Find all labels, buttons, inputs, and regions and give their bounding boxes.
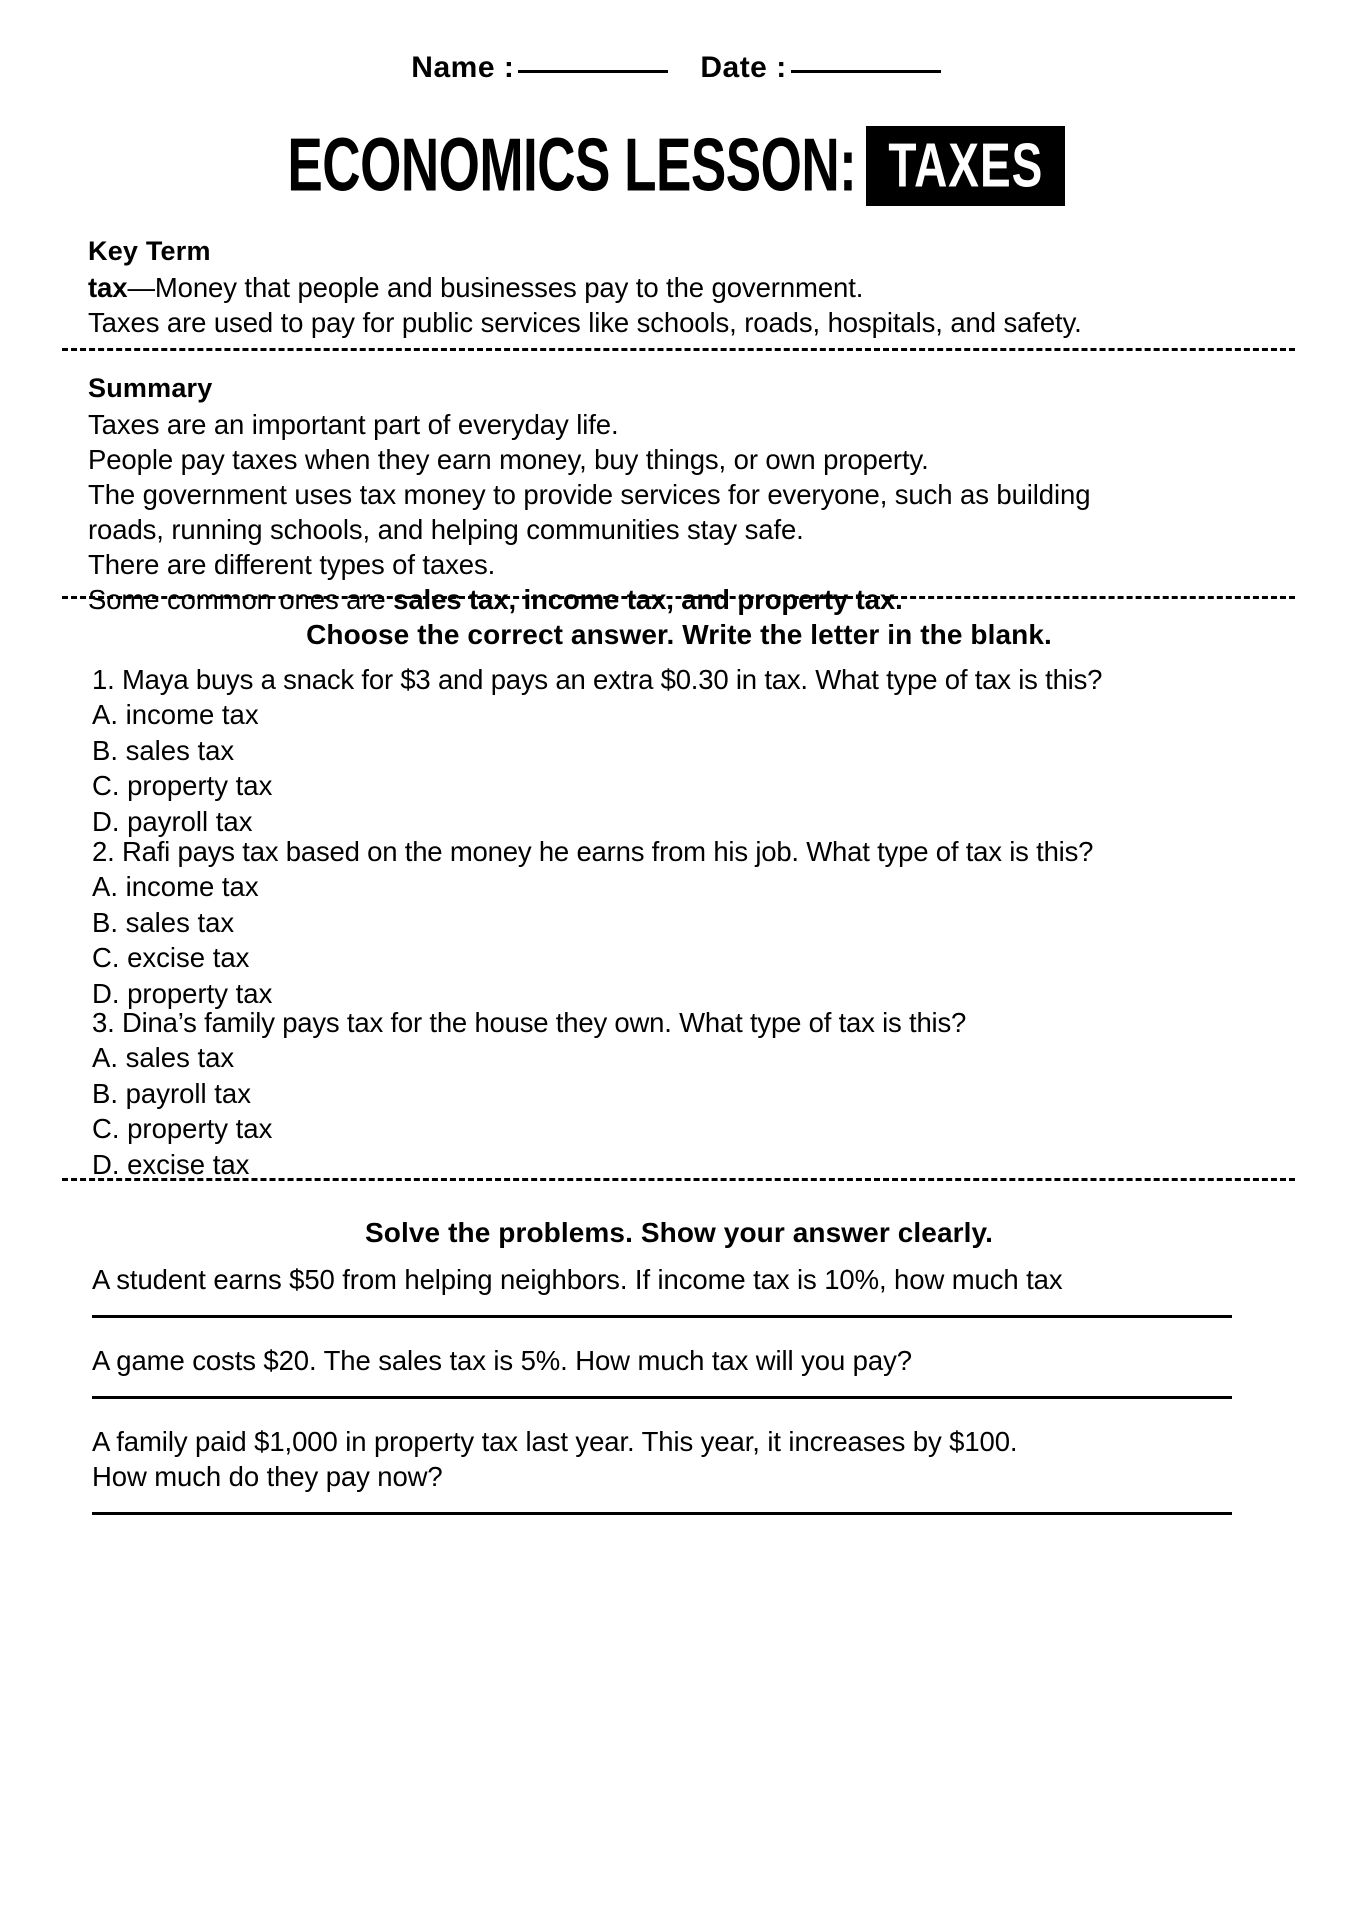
name-date-header	[0, 48, 1358, 85]
summary-line: People pay taxes when they earn money, buy things, or own property.	[88, 444, 929, 475]
question-prompt: 2. Rafi pays tax based on the money he earns from his job. What type of tax is this?	[92, 836, 1094, 867]
answer-line[interactable]	[92, 1512, 1232, 1515]
key-term-definition-line	[88, 270, 1273, 305]
question-option[interactable]: B. sales tax	[92, 906, 235, 938]
summary-line: roads, running schools, and helping communities stay safe.	[88, 514, 804, 545]
key-term-heading: Key Term	[88, 236, 211, 266]
question-option[interactable]: D. property tax	[92, 977, 273, 1009]
date-blank-field[interactable]	[791, 48, 941, 73]
worksheet-title	[0, 123, 1358, 209]
divider-1	[62, 348, 1295, 351]
word-problems-instruction: Solve the problems. Show your answer clearly.	[365, 1217, 993, 1248]
date-label: Date :	[700, 51, 787, 84]
answer-line[interactable]	[92, 1315, 1232, 1318]
question-option[interactable]: D. payroll tax	[92, 805, 253, 837]
word-problem-3	[92, 1424, 1242, 1515]
summary-tax-types: sales tax, income tax, and property tax.	[393, 584, 903, 615]
word-problem-2	[92, 1343, 1242, 1399]
question-option[interactable]: B. sales tax	[92, 734, 235, 766]
answer-line[interactable]	[92, 1396, 1232, 1399]
summary-final-line	[88, 582, 1273, 617]
summary-final-prefix: Some common ones are	[88, 584, 394, 615]
word-problem-text: A family paid $1,000 in property tax last year. This year, it increases by $100.	[92, 1426, 1018, 1457]
summary-line: The government uses tax money to provide services for everyone, such as building	[88, 479, 1091, 510]
title-badge-text: TAXES	[888, 129, 1044, 201]
summary-heading: Summary	[88, 373, 213, 403]
question-option[interactable]: B. payroll tax	[92, 1077, 251, 1109]
question-option[interactable]: D. excise tax	[92, 1148, 250, 1180]
name-label: Name :	[411, 51, 515, 84]
question-option[interactable]: C. property tax	[92, 1113, 273, 1144]
summary-line: There are different types of taxes.	[88, 549, 496, 580]
key-term-word: tax	[88, 272, 128, 303]
word-problem-text: A student earns $50 from helping neighbors. If income tax is 10%, how much tax	[92, 1264, 1063, 1295]
summary-line: Taxes are an important part of everyday life.	[88, 409, 619, 440]
title-main-text: ECONOMICS LESSON:	[287, 123, 856, 209]
question-option[interactable]: A. income tax	[92, 871, 259, 902]
key-term-section	[88, 236, 1273, 340]
name-blank-field[interactable]	[518, 48, 668, 73]
question-2	[92, 834, 1282, 1011]
question-3	[92, 1005, 1282, 1182]
question-prompt: 3. Dina’s family pays tax for the house they own. What type of tax is this?	[92, 1007, 967, 1038]
word-problem-1	[92, 1262, 1242, 1318]
question-option[interactable]: C. excise tax	[92, 942, 250, 973]
question-prompt: 1. Maya buys a snack for $3 and pays an extra $0.30 in tax. What type of tax is this?	[92, 664, 1103, 695]
summary-section	[88, 373, 1273, 617]
question-option[interactable]: A. sales tax	[92, 1042, 235, 1073]
word-problem-text: A game costs $20. The sales tax is 5%. How much tax will you pay?	[92, 1345, 912, 1376]
title-badge	[866, 126, 1065, 206]
multiple-choice-instruction: Choose the correct answer. Write the letter in the blank.	[306, 619, 1052, 650]
question-option[interactable]: A. income tax	[92, 699, 259, 730]
question-1	[92, 662, 1282, 839]
question-option[interactable]: C. property tax	[92, 770, 273, 801]
word-problem-text: How much do they pay now?	[92, 1461, 443, 1492]
key-term-definition: —Money that people and businesses pay to the government.	[127, 272, 864, 303]
key-term-extra-line: Taxes are used to pay for public services like schools, roads, hospitals, and safety.	[88, 307, 1082, 338]
divider-2	[62, 596, 1295, 599]
divider-3	[62, 1178, 1295, 1181]
